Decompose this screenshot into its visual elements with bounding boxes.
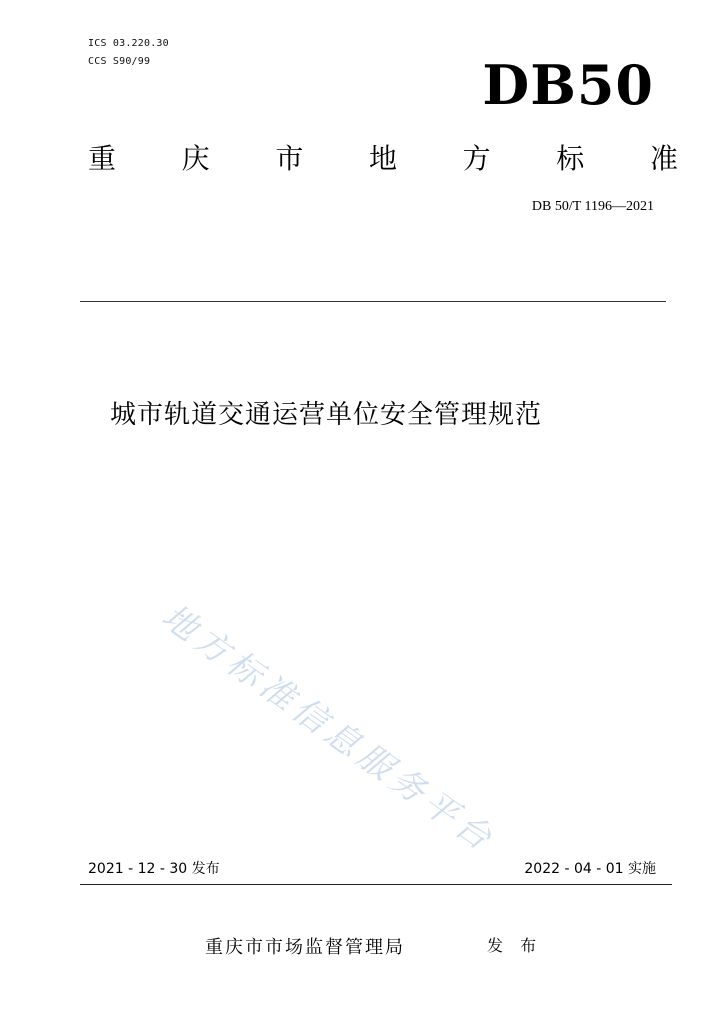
issuing-authority: 重庆市市场监督管理局 [205,937,405,958]
ccs-code: CCS S90/99 [88,56,151,67]
top-divider [80,301,666,302]
document-title: 城市轨道交通运营单位安全管理规范 [110,400,543,430]
standard-type-char: 标 [556,142,585,175]
ics-code: ICS 03.220.30 [88,38,169,49]
standard-number: DB 50/T 1196—2021 [531,199,654,214]
standard-type-char: 重 [88,142,117,175]
watermark: 地方标准信息服务平台 [154,596,504,862]
implementation-date: 2022 - 04 - 01 实施 [524,861,656,877]
standard-type-heading [88,142,678,176]
issue-date: 2021 - 12 - 30 发布 [88,861,220,877]
db-code-logo: DB50 [482,53,654,117]
bottom-divider [80,884,672,885]
standard-type-char: 方 [462,142,491,175]
standard-type-char: 准 [649,142,678,175]
standard-type-char: 地 [368,142,397,175]
standard-type-char: 庆 [181,142,210,175]
standard-type-char: 市 [275,142,304,175]
issue-label: 发 布 [487,936,543,955]
